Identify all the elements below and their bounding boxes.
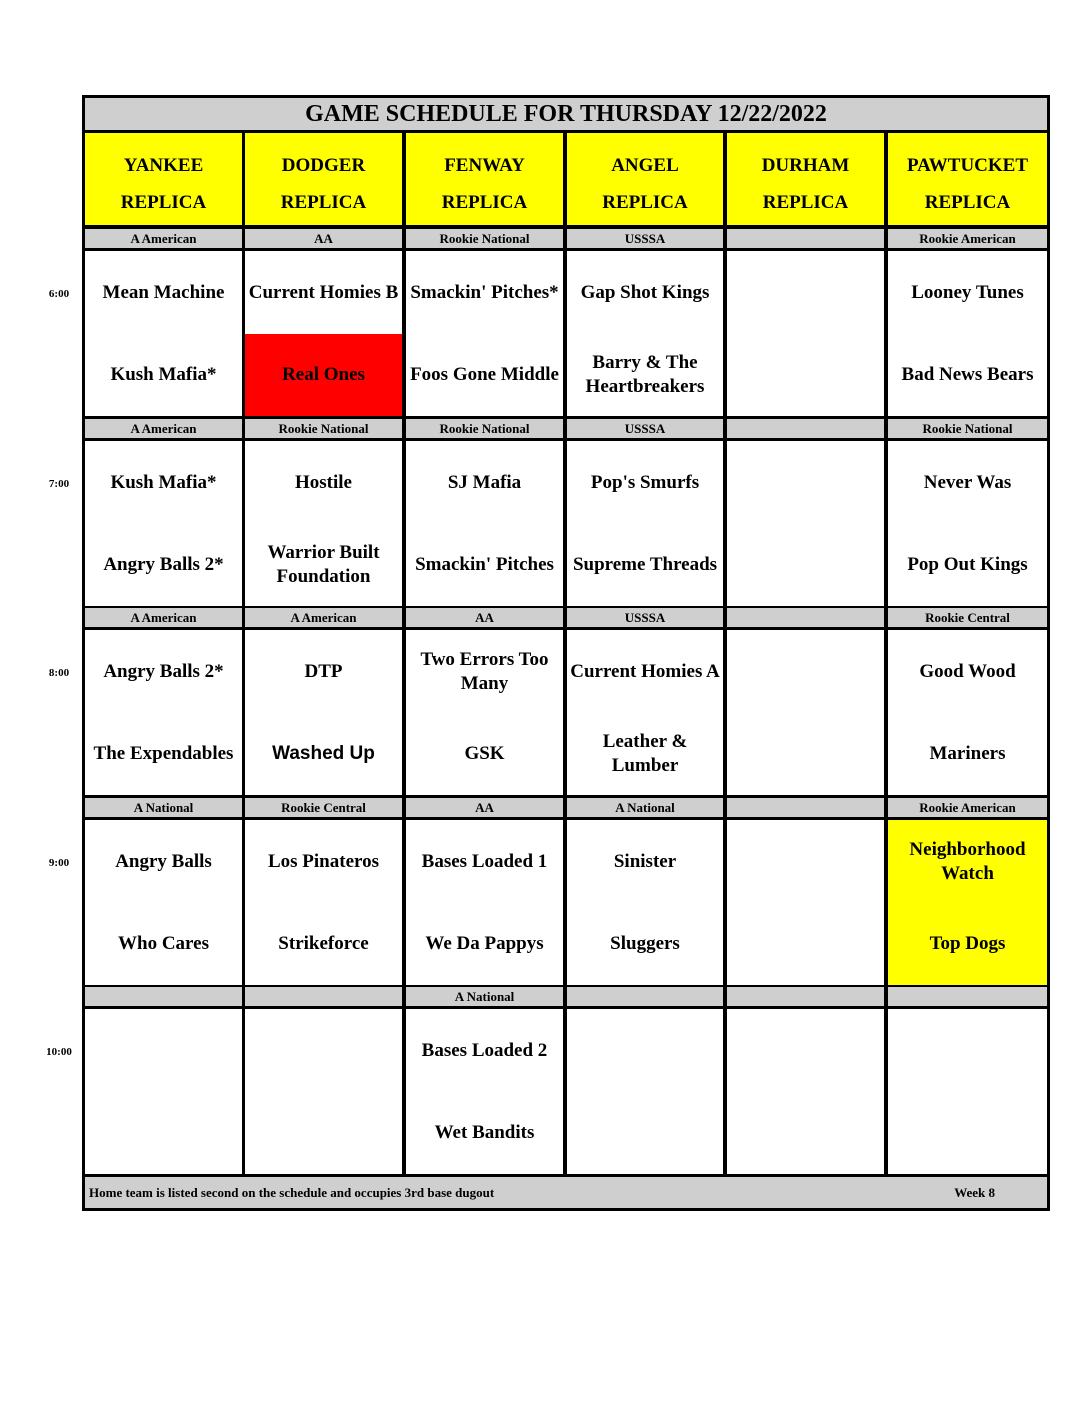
away-team: Current Homies B [245,251,402,334]
time-label: 9:00 [48,857,70,869]
time-label: 8:00 [48,667,70,679]
field-header-5 [888,133,1047,225]
away-team [245,1009,402,1092]
division-label: AA [245,229,402,248]
division-label: AA [406,608,563,627]
footer-bar [85,1177,1047,1208]
division-label: Rookie Central [888,608,1047,627]
home-team: Washed Up [245,713,402,795]
away-team: Hostile [245,441,402,524]
home-team [567,1092,723,1174]
schedule-title: GAME SCHEDULE FOR THURSDAY 12/22/2022 [85,98,1047,130]
division-label [727,608,884,627]
away-team: Sinister [567,820,723,903]
division-label: A American [85,419,242,438]
home-team: We Da Pappys [406,903,563,985]
division-label: Rookie National [406,229,563,248]
home-team: Who Cares [85,903,242,985]
division-label: A American [85,608,242,627]
division-label: Rookie Central [245,798,402,817]
away-team: Current Homies A [567,630,723,713]
home-team [727,334,884,416]
home-team: Strikeforce [245,903,402,985]
home-team [888,1092,1047,1174]
field-header-4 [727,133,884,225]
division-label: A National [567,798,723,817]
away-team: Los Pinateros [245,820,402,903]
field-subtitle: REPLICA [602,192,688,213]
field-header-1 [245,133,402,225]
away-team: Pop's Smurfs [567,441,723,524]
home-team [727,524,884,606]
away-team: Two Errors Too Many [406,630,563,713]
field-name: DURHAM [761,155,850,176]
division-label [727,419,884,438]
division-label [888,987,1047,1006]
home-team: The Expendables [85,713,242,795]
home-team: Kush Mafia* [85,334,242,416]
home-team: Smackin' Pitches [406,524,563,606]
division-label: USSSA [567,419,723,438]
away-team [567,1009,723,1092]
away-team: Angry Balls 2* [85,630,242,713]
home-team: Warrior Built Foundation [245,524,402,606]
field-name: ANGEL [611,155,679,176]
away-team: DTP [245,630,402,713]
schedule-table [82,95,1050,1211]
away-team: Kush Mafia* [85,441,242,524]
field-subtitle: REPLICA [120,192,207,213]
home-team [85,1092,242,1174]
away-team [888,1009,1047,1092]
away-team: Never Was [888,441,1047,524]
home-team [245,1092,402,1174]
division-label: A National [85,798,242,817]
away-team: Looney Tunes [888,251,1047,334]
home-team: Sluggers [567,903,723,985]
home-team: Mariners [888,713,1047,795]
away-team: Angry Balls [85,820,242,903]
field-name: PAWTUCKET [906,155,1029,176]
home-team: Supreme Threads [567,524,723,606]
division-label: A National [406,987,563,1006]
field-subtitle: REPLICA [441,192,528,213]
home-team: Leather & Lumber [567,713,723,795]
away-team [727,251,884,334]
away-team: Gap Shot Kings [567,251,723,334]
away-team: SJ Mafia [406,441,563,524]
home-team: Real Ones [245,334,402,416]
division-label: AA [406,798,563,817]
home-team [727,1092,884,1174]
away-team: Smackin' Pitches* [406,251,563,334]
field-name: DODGER [281,155,366,176]
home-team [727,713,884,795]
division-label: A American [85,229,242,248]
field-name: FENWAY [444,155,525,176]
division-label: A American [245,608,402,627]
home-team: Bad News Bears [888,334,1047,416]
division-label [85,987,242,1006]
time-label: 7:00 [48,478,70,490]
away-team: Good Wood [888,630,1047,713]
away-team: Bases Loaded 2 [406,1009,563,1092]
division-label [727,229,884,248]
home-team: Foos Gone Middle [406,334,563,416]
time-label: 6:00 [48,288,70,300]
away-team: Neighborhood Watch [888,820,1047,903]
away-team: Bases Loaded 1 [406,820,563,903]
week-label: Week 8 [954,1184,995,1200]
division-label: Rookie National [888,419,1047,438]
division-label: Rookie American [888,798,1047,817]
away-team: Mean Machine [85,251,242,334]
away-team [727,820,884,903]
home-team: Pop Out Kings [888,524,1047,606]
away-team [727,1009,884,1092]
division-label [567,987,723,1006]
home-team: Wet Bandits [406,1092,563,1174]
division-label: USSSA [567,608,723,627]
footer-note: Home team is listed second on the schedule and occupies 3rd base dugout [89,1184,495,1200]
away-team [727,630,884,713]
division-label: Rookie National [406,419,563,438]
field-subtitle: REPLICA [762,192,849,213]
time-label: 10:00 [46,1046,72,1058]
field-header-3 [567,133,723,225]
home-team [727,903,884,985]
division-label: Rookie National [245,419,402,438]
division-label [245,987,402,1006]
division-label: Rookie American [888,229,1047,248]
field-name: YANKEE [123,155,204,176]
division-label [727,987,884,1006]
home-team: GSK [406,713,563,795]
home-team: Angry Balls 2* [85,524,242,606]
home-team: Top Dogs [888,903,1047,985]
away-team [85,1009,242,1092]
away-team [727,441,884,524]
home-team: Barry & The Heartbreakers [567,334,723,416]
division-label: USSSA [567,229,723,248]
division-label [727,798,884,817]
field-header-2 [406,133,563,225]
field-subtitle: REPLICA [924,192,1011,213]
field-subtitle: REPLICA [280,192,367,213]
field-header-0 [85,133,242,225]
